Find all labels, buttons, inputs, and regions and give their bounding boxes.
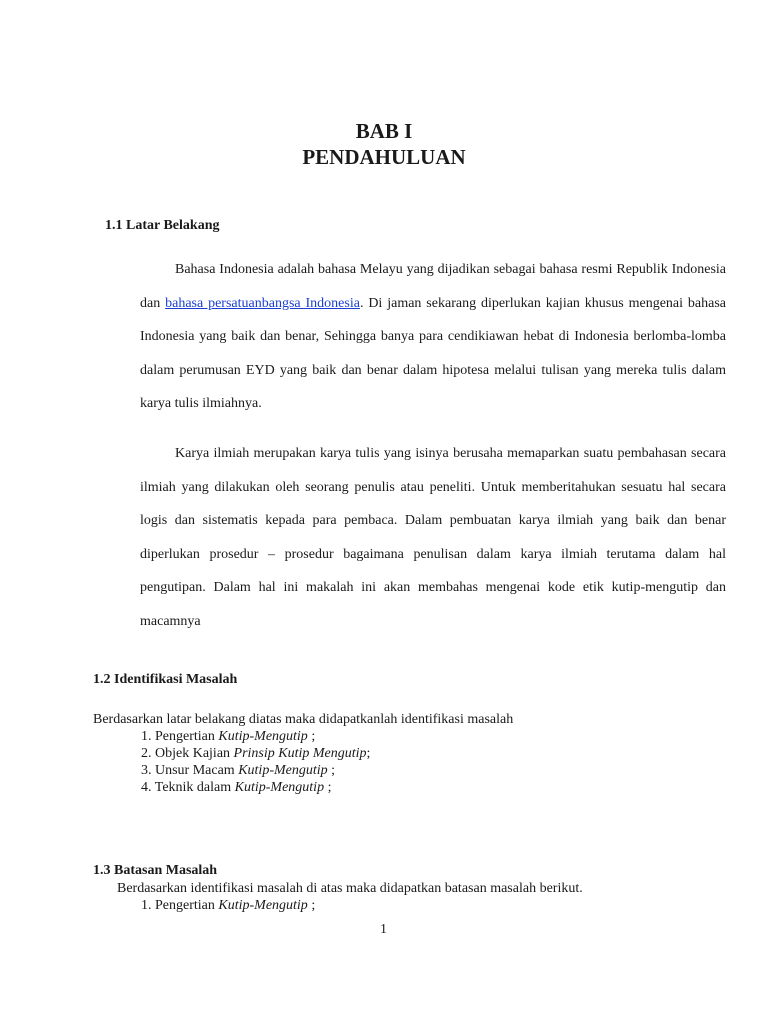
paragraph-latar-belakang-1 [140, 253, 726, 421]
page-number: 1 [380, 922, 387, 937]
chapter-number: BAB I [355, 119, 413, 143]
list-item-term: Kutip-Mengutip [218, 898, 308, 913]
list-item-suffix: ; [307, 729, 316, 744]
list-item-label: 4. Teknik dalam [141, 780, 235, 795]
paragraph-text: Bahasa Indonesia adalah bahasa Melayu yang dijadikan sebagai bahasa resmi Republik Indonesia dan [140, 262, 726, 311]
link-bahasa-persatuan[interactable]: bahasa persatuanbangsa Indonesia [165, 295, 360, 311]
identifikasi-intro: Berdasarkan latar belakang diatas maka didapatkanlah identifikasi masalah [93, 712, 514, 727]
batasan-intro: Berdasarkan identifikasi masalah di atas maka didapatkan batasan masalah berikut. [117, 881, 583, 896]
list-item-suffix: ; [327, 763, 336, 778]
list-item-term: Prinsip Kutip Mengutip [233, 746, 367, 761]
list-item-label: 1. Pengertian [141, 898, 219, 913]
chapter-title: PENDAHULUAN [302, 145, 466, 169]
list-item [141, 779, 331, 796]
list-item-suffix: ; [307, 898, 316, 913]
list-item-term: Kutip-Mengutip [234, 780, 325, 795]
paragraph-text: . Di jaman sekarang diperlukan kajian khusus mengenai bahasa Indonesia yang baik dan benar, Sehingga banya para cendikiawan hebat di Indonesia berlomba-lomba dalam perumusan EYD yang baik dan benar dalam hipotesa melalui tulisan yang mereka tulis dalam karya tulis ilmiahnya. [140, 295, 726, 411]
paragraph-text: Karya ilmiah merupakan karya tulis yang isinya berusaha memaparkan suatu pembahasan secara ilmiah yang dilakukan oleh seorang penulis atau peneliti. Untuk memberitahukan sesuatu hal secara logis dan sistematis kepada para pembaca. Dalam pembuatan karya ilmiah yang baik dan benar diperlukan prosedur – prosedur bagaimana penulisan dalam karya ilmiah terutama dalam hal pengutipan. Dalam hal ini makalah ini akan membahas mengenai kode etik kutip-mengutip dan macamnya [140, 446, 726, 629]
section-heading-batasan-masalah: 1.3 Batasan Masalah [93, 863, 218, 878]
list-item [141, 762, 335, 779]
list-item-suffix: ; [324, 780, 332, 795]
list-item-label: 2. Objek Kajian [141, 746, 234, 761]
section-heading-latar-belakang: 1.1 Latar Belakang [105, 218, 220, 233]
list-item [141, 745, 370, 762]
list-item [141, 728, 315, 745]
paragraph-latar-belakang-2 [140, 437, 726, 638]
list-item-label: 1. Pengertian [141, 729, 219, 744]
list-item-term: Kutip-Mengutip [218, 729, 308, 744]
list-item-suffix: ; [366, 746, 371, 761]
list-item-term: Kutip-Mengutip [238, 763, 328, 778]
list-item [141, 897, 315, 914]
list-item-label: 3. Unsur Macam [141, 763, 239, 778]
section-heading-identifikasi-masalah: 1.2 Identifikasi Masalah [93, 672, 238, 687]
